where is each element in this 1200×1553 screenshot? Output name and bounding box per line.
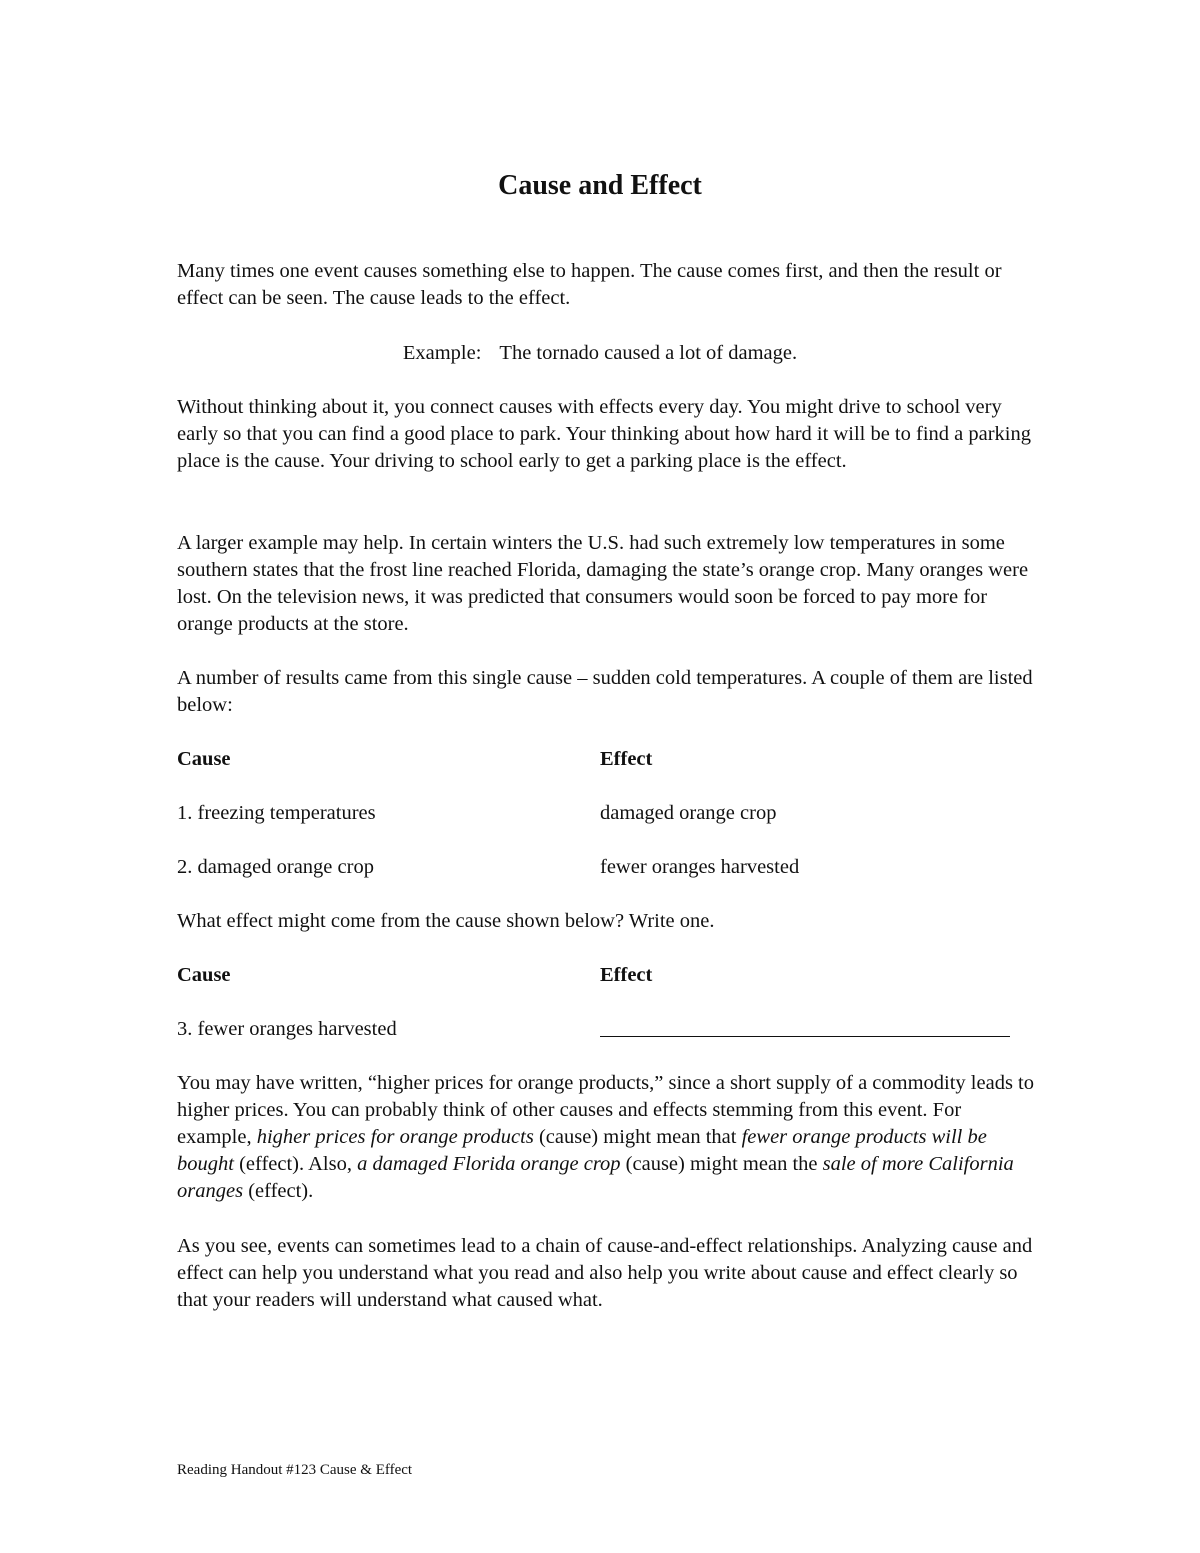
- answer-text: You may have written, “higher prices for orange products,” since a short supply of a commodity leads to higher prices. You can probably think of other causes and effects stemming from this event. For example,: [177, 1072, 1034, 1148]
- table-row: [177, 854, 1037, 881]
- table-row: [177, 800, 1037, 827]
- answer-italic: a damaged Florida orange crop: [357, 1153, 621, 1175]
- answer-italic: sale of more California oranges: [177, 1153, 1014, 1202]
- question-line: What effect might come from the cause shown below? Write one.: [177, 910, 715, 932]
- example-line: [0, 340, 1200, 367]
- cause-cell: 1. freezing temperatures: [177, 802, 376, 824]
- table2-cause-header: Cause: [177, 964, 231, 986]
- table1-effect-header: Effect: [600, 748, 653, 770]
- cause-cell: 3. fewer oranges harvested: [177, 1018, 397, 1040]
- closing-paragraph: As you see, events can sometimes lead to a chain of cause-and-effect relationships. Analyzing cause and effect can help you understand what you read and also help you write about cause and effect clearly so that your readers will understand what caused what.: [177, 1235, 1033, 1311]
- page-title: Cause and Effect: [498, 170, 702, 201]
- answer-text: (cause) might mean that: [533, 1126, 742, 1148]
- table-row: [177, 1016, 1037, 1043]
- page-footer: Reading Handout #123 Cause & Effect: [177, 1462, 413, 1478]
- effect-cell: fewer oranges harvested: [600, 856, 800, 878]
- table2-header-row: [177, 962, 1037, 989]
- effect-cell: damaged orange crop: [600, 802, 777, 824]
- larger-example-paragraph: A larger example may help. In certain winters the U.S. had such extremely low temperatures in some southern states that the frost line reached Florida, damaging the state’s orange crop. Many oranges were lost. On the television news, it was predicted that consumers would soon be forced to pay more for orange products at the store.: [177, 532, 1029, 635]
- answer-text: (effect). Also,: [233, 1153, 358, 1175]
- example-label: Example:: [402, 342, 482, 364]
- table1-header-row: [177, 746, 1037, 773]
- answer-blank-line[interactable]: [600, 1016, 1010, 1045]
- answer-text: (effect).: [243, 1180, 314, 1202]
- results-paragraph: A number of results came from this single cause – sudden cold temperatures. A couple of them are listed below:: [177, 667, 1033, 716]
- example-text: The tornado caused a lot of damage.: [499, 342, 798, 364]
- answer-italic: fewer orange products will be bought: [177, 1126, 987, 1175]
- answer-italic: higher prices for orange products: [256, 1126, 534, 1148]
- table1-cause-header: Cause: [177, 748, 231, 770]
- intro-paragraph: Many times one event causes something else to happen. The cause comes first, and then the result or effect can be seen. The cause leads to the effect.: [177, 260, 1002, 309]
- daily-paragraph: Without thinking about it, you connect causes with effects every day. You might drive to school very early so that you can find a good place to park. Your thinking about how hard it will be to find a parking place is the cause. Your driving to school early to get a parking place is the effect.: [177, 396, 1031, 472]
- answer-paragraph: [177, 1070, 1037, 1205]
- answer-text: (cause) might mean the: [620, 1153, 823, 1175]
- table2-effect-header: Effect: [600, 964, 653, 986]
- cause-cell: 2. damaged orange crop: [177, 856, 374, 878]
